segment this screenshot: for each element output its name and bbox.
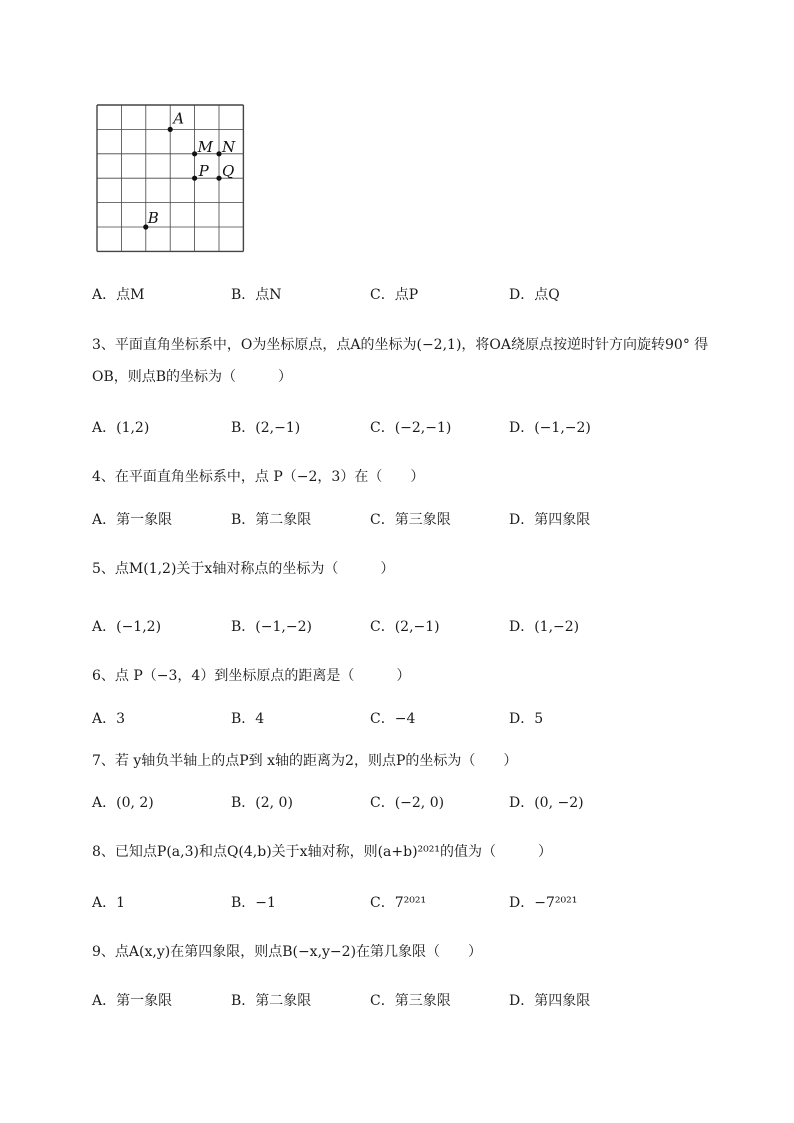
grid-point-label-a: A bbox=[173, 109, 185, 128]
q6-stem: 6、点 P（−3，4）到坐标原点的距离是（ ） bbox=[92, 668, 411, 684]
q6-option-c: C．−4 bbox=[370, 711, 416, 727]
grid-point-label-p: P bbox=[198, 162, 209, 181]
q5-option-d: D．(1,−2) bbox=[509, 619, 580, 635]
q3-option-d: D．(−1,−2) bbox=[509, 420, 591, 436]
q9-stem: 9、点A(x,y)在第四象限，则点B(−x,y−2)在第几象限（ ） bbox=[92, 944, 483, 960]
q2-option-b: B．点N bbox=[231, 287, 282, 303]
q3-stem-line2: OB，则点B的坐标为（ ） bbox=[92, 369, 293, 385]
q6-option-b: B．4 bbox=[231, 711, 265, 727]
q8-option-a: A．1 bbox=[92, 895, 126, 911]
q5-option-b: B．(−1,−2) bbox=[231, 619, 312, 635]
q7-option-c: C．(−2, 0) bbox=[370, 795, 445, 811]
q2-option-d: D．点Q bbox=[509, 287, 560, 303]
grid-point-label-b: B bbox=[147, 209, 159, 227]
q6-option-d: D．5 bbox=[509, 711, 544, 727]
q7-option-a: A．(0, 2) bbox=[92, 795, 154, 811]
q9-option-b: B．第二象限 bbox=[231, 993, 312, 1009]
q4-option-a: A．第一象限 bbox=[92, 512, 173, 528]
grid-point-n bbox=[216, 151, 221, 156]
q4-stem: 4、在平面直角坐标系中，点 P（−2，3）在（ ） bbox=[92, 469, 425, 485]
q8-option-d: D．−7²⁰²¹ bbox=[509, 895, 578, 911]
q7-stem: 7、若 y轴负半轴上的点P到 x轴的距离为2，则点P的坐标为（ ） bbox=[92, 753, 518, 769]
q2-option-c: C．点P bbox=[370, 287, 419, 303]
q9-option-a: A．第一象限 bbox=[92, 993, 173, 1009]
q3-option-c: C．(−2,−1) bbox=[370, 420, 452, 436]
grid-svg bbox=[95, 103, 249, 255]
grid-point-a bbox=[168, 127, 173, 132]
q9-option-d: D．第四象限 bbox=[509, 993, 591, 1009]
q8-option-b: B．−1 bbox=[231, 895, 276, 911]
grid-point-label-q: Q bbox=[222, 162, 235, 181]
q4-option-c: C．第三象限 bbox=[370, 512, 451, 528]
q3-option-b: B．(2,−1) bbox=[231, 420, 301, 436]
grid-point-q bbox=[216, 176, 221, 181]
grid-point-p bbox=[192, 176, 197, 181]
grid-point-m bbox=[192, 151, 197, 156]
q8-option-c: C．7²⁰²¹ bbox=[370, 895, 427, 911]
grid-figure bbox=[95, 103, 249, 259]
q3-stem-line1: 3、平面直角坐标系中，O为坐标原点，点A的坐标为(−2,1)，将OA绕原点按逆时针方向旋转90° 得 bbox=[92, 337, 709, 353]
q7-option-d: D．(0, −2) bbox=[509, 795, 584, 811]
q6-option-a: A．3 bbox=[92, 711, 126, 727]
q4-option-b: B．第二象限 bbox=[231, 512, 312, 528]
q4-option-d: D．第四象限 bbox=[509, 512, 591, 528]
q5-stem: 5、点M(1,2)关于x轴对称点的坐标为（ ） bbox=[92, 561, 395, 577]
q8-stem: 8、已知点P(a,3)和点Q(4,b)关于x轴对称，则(a+b)²⁰²¹的值为（ ） bbox=[92, 844, 552, 860]
q3-option-a: A．(1,2) bbox=[92, 420, 150, 436]
q5-option-a: A．(−1,2) bbox=[92, 619, 162, 635]
q5-option-c: C．(2,−1) bbox=[370, 619, 440, 635]
q9-option-c: C．第三象限 bbox=[370, 993, 451, 1009]
q7-option-b: B．(2, 0) bbox=[231, 795, 293, 811]
grid-point-label-n: N bbox=[222, 137, 236, 156]
grid-point-label-m: M bbox=[197, 137, 213, 156]
q2-option-a: A．点M bbox=[92, 287, 145, 303]
